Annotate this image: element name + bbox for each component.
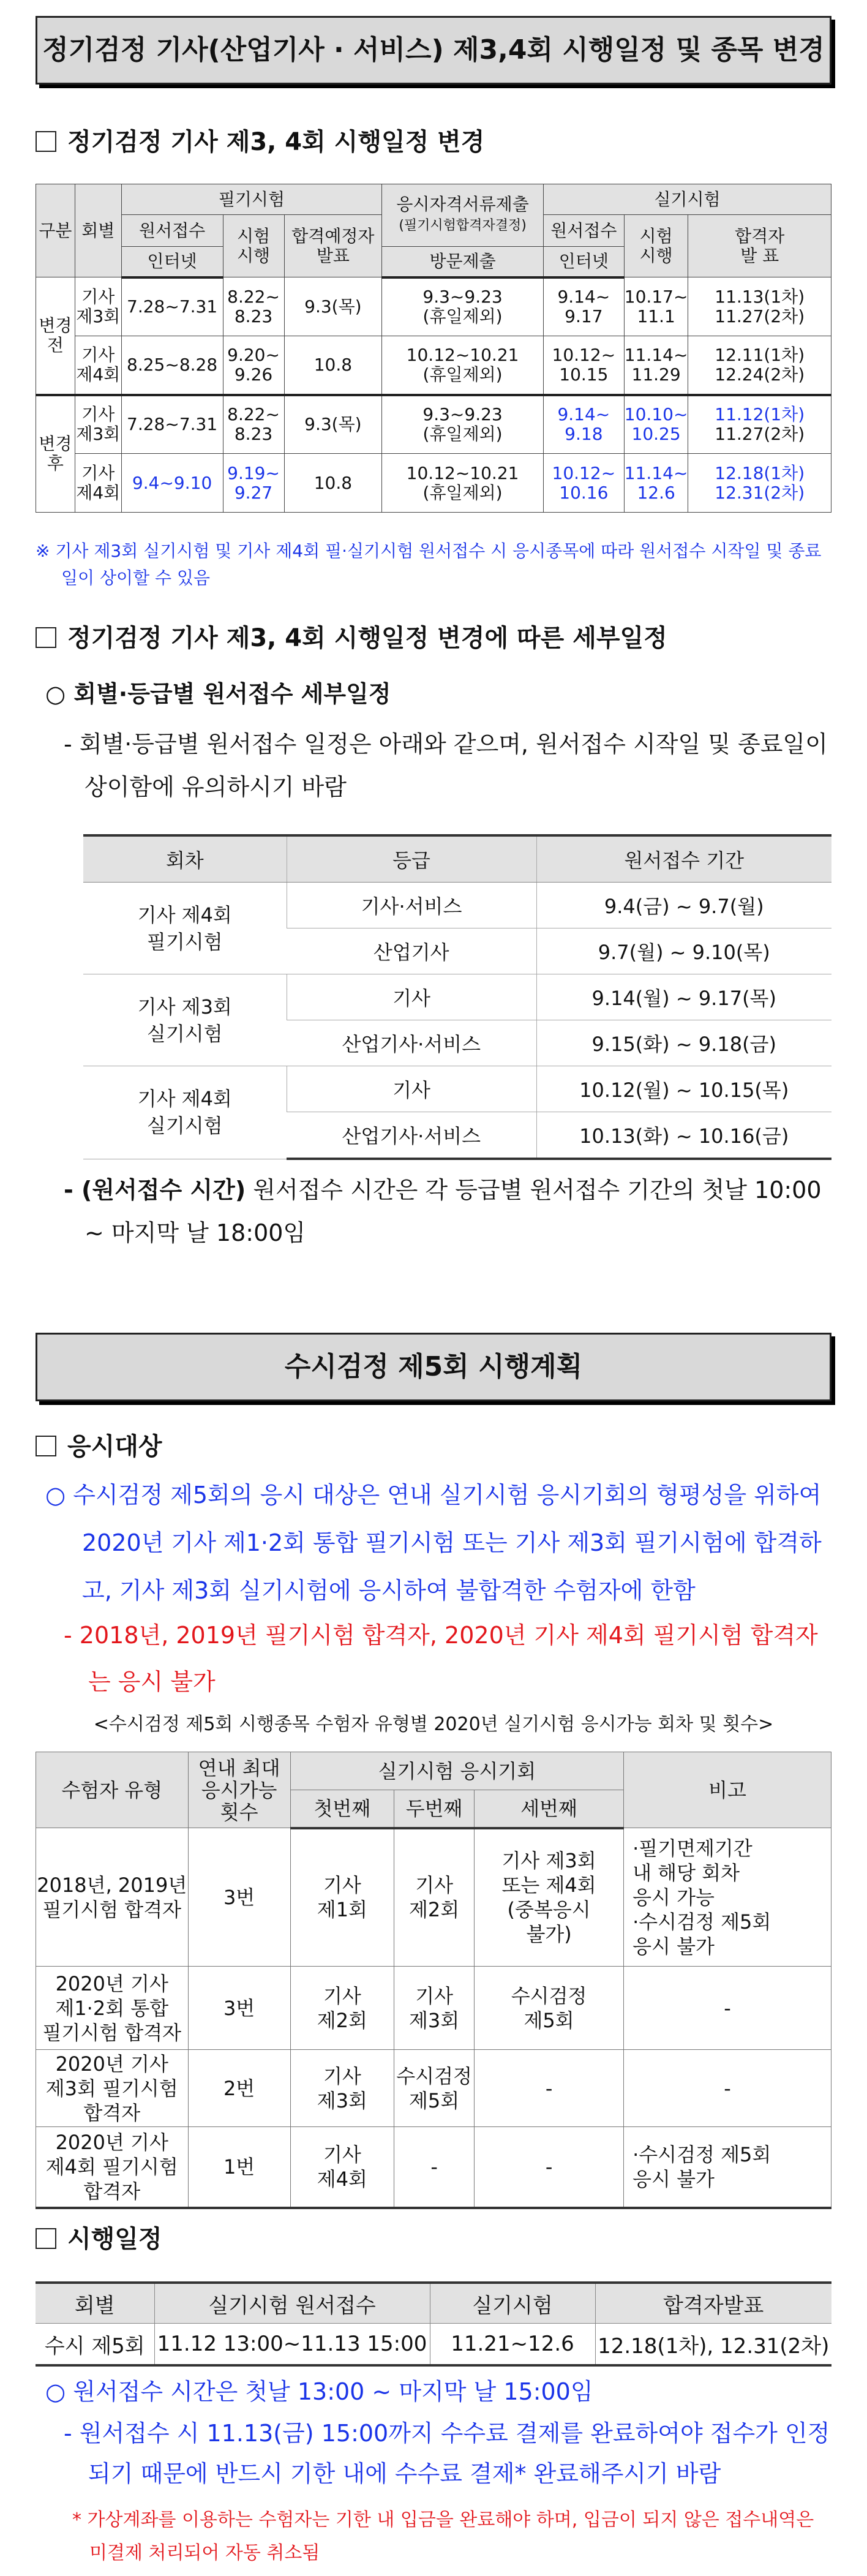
cell: -: [394, 2127, 475, 2208]
cell: 10.10~ 10.25: [624, 395, 688, 454]
cell: ·필기면제기간 내 해당 회차 응시 가능 ·수시검정 제5회 응시 불가: [624, 1828, 831, 1967]
table-row: [36, 2050, 831, 2127]
table-row: [36, 2324, 831, 2366]
plan-note-payment: - 원서접수 시 11.13(금) 15:00까지 수수료 결제를 완료하여야 접수가 인정되기 때문에 반드시 기한 내에 수수료 결제* 완료해주시기 바람: [64, 2420, 830, 2487]
apply-time-text: 원서접수 시간은 각 등급별 원서접수 기간의 첫날 10:00 ~ 마지막 날 18:00임: [84, 1177, 822, 1246]
cell: 9.4~9.10: [121, 454, 223, 513]
cell: 10.12(월) ~ 10.15(목): [536, 1066, 831, 1112]
table-row: [36, 1828, 831, 1967]
table-row: [36, 2127, 831, 2208]
eligibility-text: ○ 수시검정 제5회의 응시 대상은 연내 실기시험 응시기회의 형평성을 위하여 2020년 기사 제1·2회 통합 필기시험 또는 기사 제3회 필기시험에 합격하고, 기사 제3회 실기시험에 응시하여 불합격한 수험자에 한함: [45, 1482, 822, 1604]
cell: 산업기사: [287, 928, 536, 974]
cell: 10.12~10.21 (휴일제외): [382, 454, 544, 513]
schedule-change-table: [36, 184, 831, 513]
cell: 9.3(목): [284, 395, 382, 454]
header-practical-exam: 실기시험: [543, 184, 831, 215]
cell: 11.14~ 11.29: [624, 336, 688, 395]
cell: 8.25~8.28: [121, 336, 223, 395]
header-apply: 실기시험 원서접수: [154, 2283, 430, 2324]
plan-note-virtual-account: * 가상계좌를 이용하는 수험자는 기한 내 입금을 완료해야 하며, 입금이 되지 않은 접수내역은 미결제 처리되어 자동 취소됨: [72, 2509, 814, 2564]
header-note: 비고: [624, 1752, 831, 1828]
header-exam-2: 시험 시행: [624, 215, 688, 277]
header-pass-2: 합격자 발 표: [688, 215, 831, 277]
cell: 9.4(금) ~ 9.7(월): [536, 883, 831, 928]
cell: 12.18(1차), 12.31(2차): [595, 2324, 831, 2366]
header-round: 회별: [36, 2283, 154, 2324]
cell: 2020년 기사 제3회 필기시험 합격자: [36, 2050, 189, 2127]
cell: 기사 제3회 또는 제4회 (중복응시 불가): [475, 1828, 624, 1967]
cell: 11.21~12.6: [430, 2324, 595, 2366]
header-hoe: 회별: [75, 184, 121, 277]
cell: 9.7(월) ~ 9.10(목): [536, 928, 831, 974]
section-title: 정기검정 기사 제3, 4회 시행일정 변경: [67, 128, 485, 156]
cell: 10.17~ 11.1: [624, 277, 688, 336]
section-title: 응시대상: [67, 1433, 162, 1461]
cell: 9.14(월) ~ 9.17(목): [536, 974, 831, 1020]
cell: 8.22~ 8.23: [223, 277, 284, 336]
banner-title: 수시검정 제5회 시행계획: [284, 1351, 583, 1382]
header-internet-2: 인터넷: [543, 247, 624, 277]
cell: 기사 제3회 실기시험: [83, 974, 287, 1066]
header-internet: 인터넷: [121, 247, 223, 277]
table-row: [36, 277, 831, 336]
cell: 9.3(목): [284, 277, 382, 336]
cell: 기사 제1회: [290, 1828, 394, 1967]
cell: 9.19~ 9.27: [223, 454, 284, 513]
cell: 11.12(1차) 11.27(2차): [688, 395, 831, 454]
cell: 수시검정 제5회: [394, 2050, 475, 2127]
checkbox-square-icon: [36, 627, 56, 648]
cell: 기사 제3회: [75, 395, 121, 454]
eligibility-exclusion: - 2018년, 2019년 필기시험 합격자, 2020년 기사 제4회 필기시험 합격자는 응시 불가: [64, 1622, 818, 1695]
table-row: [36, 395, 831, 454]
cell: 3번: [188, 1967, 290, 2050]
cell: 11.12 13:00~11.13 15:00: [154, 2324, 430, 2366]
plan-table: [36, 2281, 831, 2367]
cell: 기사 제2회: [290, 1967, 394, 2050]
cell: 1번: [188, 2127, 290, 2208]
section-heading-plan: [36, 2220, 162, 2254]
section-heading-eligibility: [36, 1427, 162, 1462]
section-title: 시행일정: [67, 2225, 162, 2253]
cell: 2018년, 2019년 필기시험 합격자: [36, 1828, 189, 1967]
cell: 기사 제3회: [290, 2050, 394, 2127]
page-title-banner: [36, 16, 831, 85]
header-apply: 원서접수: [121, 215, 223, 247]
checkbox-square-icon: [36, 131, 56, 152]
apply-time-note: [64, 1169, 829, 1254]
table-row: [83, 1066, 831, 1112]
cell: 9.20~ 9.26: [223, 336, 284, 395]
apply-detail-text: - 회별·등급별 원서접수 일정은 아래와 같으며, 원서접수 시작일 및 종료일이 상이함에 유의하시기 바람: [64, 731, 828, 800]
cell: ·수시검정 제5회 응시 불가: [624, 2127, 831, 2208]
cell: 수시 제5회: [36, 2324, 154, 2366]
label-before: 변경 전: [36, 277, 75, 395]
header-apply-2: 원서접수: [543, 215, 624, 247]
header-second: 두번째: [394, 1790, 475, 1828]
header-period: 원서접수 기간: [536, 835, 831, 883]
table-row: [36, 454, 831, 513]
checkbox-square-icon: [36, 1436, 56, 1456]
rolling-exam-banner: [36, 1333, 831, 1401]
header-first: 첫번째: [290, 1790, 394, 1828]
cell: 기사: [287, 974, 536, 1020]
eligibility-table: [36, 1752, 831, 2209]
cell: 기사 제2회: [394, 1828, 475, 1967]
header-docs: 응시자격서류제출 (필기시험합격자결정): [382, 184, 544, 247]
cell: 10.12~10.21 (휴일제외): [382, 336, 544, 395]
cell: 기사 제4회 실기시험: [83, 1066, 287, 1159]
cell: 기사: [287, 1066, 536, 1112]
eligibility-table-caption: <수시검정 제5회 시행종목 수험자 유형별 2020년 실기시험 응시가능 회차 및 횟수>: [93, 1714, 774, 1735]
cell: 9.3~9.23 (휴일제외): [382, 277, 544, 336]
cell: -: [475, 2050, 624, 2127]
cell: 2020년 기사 제4회 필기시험 합격자: [36, 2127, 189, 2208]
table-row: [83, 883, 831, 928]
cell: 11.13(1차) 11.27(2차): [688, 277, 831, 336]
cell: 10.12~ 10.15: [543, 336, 624, 395]
header-written-exam: 필기시험: [121, 184, 382, 215]
cell: -: [624, 2050, 831, 2127]
cell: 10.12~ 10.16: [543, 454, 624, 513]
section-heading-schedule: [36, 122, 484, 157]
cell: 9.14~ 9.17: [543, 277, 624, 336]
cell: 기사 제3회: [75, 277, 121, 336]
cell: 3번: [188, 1828, 290, 1967]
cell: 기사 제4회: [290, 2127, 394, 2208]
cell: 기사 제4회: [75, 454, 121, 513]
cell: 10.13(화) ~ 10.16(금): [536, 1112, 831, 1159]
checkbox-square-icon: [36, 2228, 56, 2249]
cell: 10.8: [284, 454, 382, 513]
header-announce: 합격자발표: [595, 2283, 831, 2324]
cell: -: [475, 2127, 624, 2208]
header-exam: 실기시험: [430, 2283, 595, 2324]
header-type: 수험자 유형: [36, 1752, 189, 1828]
cell: 7.28~7.31: [121, 395, 223, 454]
table-row: [36, 1967, 831, 2050]
section-heading-detail: [36, 619, 667, 653]
header-pass-written: 합격예정자 발표: [284, 215, 382, 277]
cell: 7.28~7.31: [121, 277, 223, 336]
apply-detail-table: [83, 834, 831, 1160]
header-chance: 실기시험 응시기회: [290, 1752, 623, 1790]
header-round: 회차: [83, 835, 287, 883]
cell: 수시검정 제5회: [475, 1967, 624, 2050]
cell: 2020년 기사 제1·2회 통합 필기시험 합격자: [36, 1967, 189, 2050]
cell: 기사 제3회: [394, 1967, 475, 2050]
cell: 기사 제4회: [75, 336, 121, 395]
cell: 산업기사·서비스: [287, 1020, 536, 1066]
cell: 2번: [188, 2050, 290, 2127]
header-visit: 방문제출: [382, 247, 544, 277]
label-after: 변경 후: [36, 395, 75, 513]
cell: 8.22~ 8.23: [223, 395, 284, 454]
subheading-apply-detail: ○ 회별·등급별 원서접수 세부일정: [45, 680, 391, 707]
table-row: [36, 336, 831, 395]
table-row: [83, 974, 831, 1020]
cell: 기사·서비스: [287, 883, 536, 928]
cell: 9.14~ 9.18: [543, 395, 624, 454]
header-exam: 시험 시행: [223, 215, 284, 277]
cell: -: [624, 1967, 831, 2050]
cell: 11.14~ 12.6: [624, 454, 688, 513]
header-gubun: 구분: [36, 184, 75, 277]
cell: 10.8: [284, 336, 382, 395]
banner-title: 정기검정 기사(산업기사 · 서비스) 제3,4회 시행일정 및 종목 변경: [42, 34, 825, 66]
cell: 12.11(1차) 12.24(2차): [688, 336, 831, 395]
cell: 산업기사·서비스: [287, 1112, 536, 1159]
cell: 12.18(1차) 12.31(2차): [688, 454, 831, 513]
cell: 9.15(화) ~ 9.18(금): [536, 1020, 831, 1066]
header-max: 연내 최대 응시가능 횟수: [188, 1752, 290, 1828]
cell: 기사 제4회 필기시험: [83, 883, 287, 974]
section-title: 정기검정 기사 제3, 4회 시행일정 변경에 따른 세부일정: [67, 624, 667, 652]
header-grade: 등급: [287, 835, 536, 883]
header-third: 세번째: [475, 1790, 624, 1828]
plan-note-time: ○ 원서접수 시간은 첫날 13:00 ~ 마지막 날 15:00임: [45, 2378, 593, 2405]
apply-time-label: - (원서접수 시간): [64, 1177, 246, 1203]
schedule-footnote: ※ 기사 제3회 실기시험 및 기사 제4회 필·실기시험 원서접수 시 응시종목에 따라 원서접수 시작일 및 종료일이 상이할 수 있음: [36, 541, 822, 588]
cell: 9.3~9.23 (휴일제외): [382, 395, 544, 454]
